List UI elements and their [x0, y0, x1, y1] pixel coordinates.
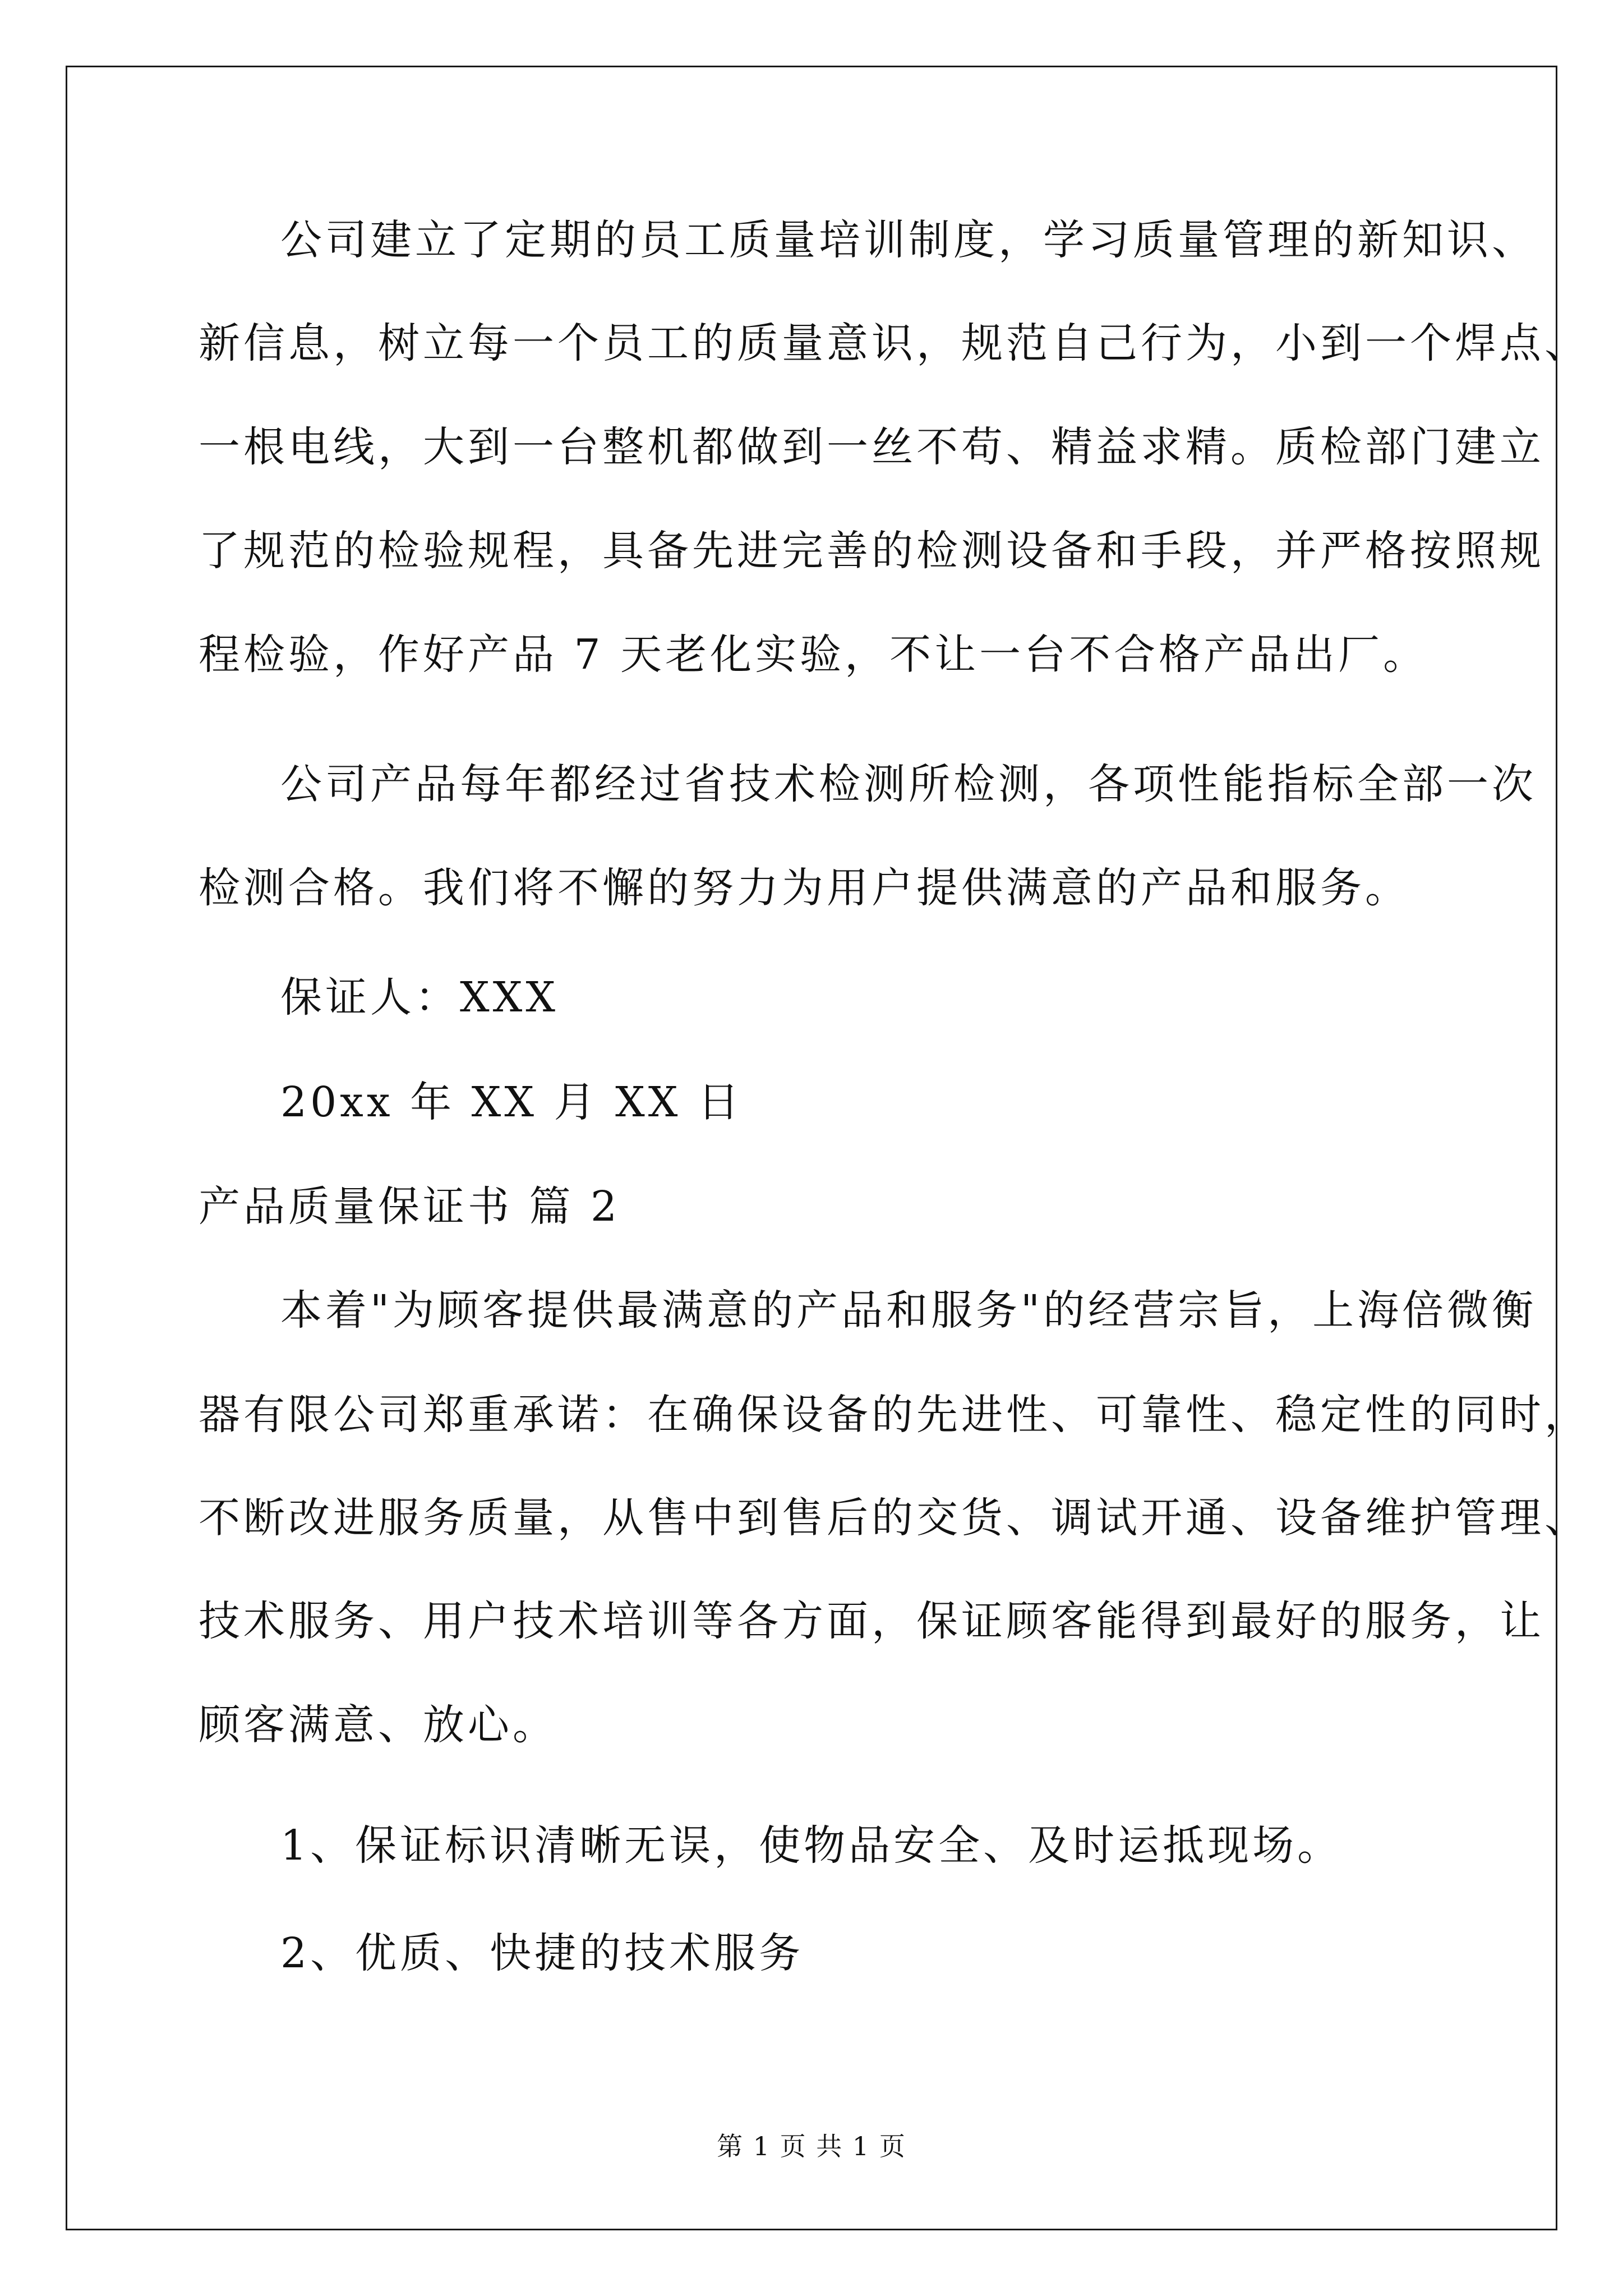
page-border — [66, 66, 1557, 2230]
section2-line-2: 器有限公司郑重承诺：在确保设备的先进性、可靠性、稳定性的同时， — [199, 1391, 1589, 1439]
paragraph-2-line-1: 公司产品每年都经过省技术检测所检测，各项性能指标全部一次 — [280, 760, 1537, 808]
paragraph-1-line-4: 了规范的检验规程，具备先进完善的检测设备和手段，并严格按照规 — [199, 527, 1544, 575]
paragraph-2-line-2: 检测合格。我们将不懈的努力为用户提供满意的产品和服务。 — [199, 864, 1410, 912]
paragraph-1-line-1: 公司建立了定期的员工质量培训制度，学习质量管理的新知识、 — [280, 216, 1537, 264]
guarantor-line: 保证人：XXX — [280, 973, 559, 1022]
paragraph-1-line-5: 程检验，作好产品 7 天老化实验，不让一台不合格产品出厂。 — [199, 631, 1428, 679]
section2-line-1: 本着"为顾客提供最满意的产品和服务"的经营宗旨，上海倍微衡 — [280, 1286, 1537, 1335]
paragraph-1-line-2: 新信息，树立每一个员工的质量意识，规范自己行为，小到一个焊点、 — [199, 319, 1589, 367]
section2-line-5: 顾客满意、放心。 — [199, 1701, 557, 1749]
paragraph-1-line-3: 一根电线，大到一台整机都做到一丝不苟、精益求精。质检部门建立 — [199, 423, 1544, 471]
page-footer: 第 1 页 共 1 页 — [717, 2131, 906, 2161]
date-line: 20xx 年 XX 月 XX 日 — [280, 1078, 743, 1126]
section2-line-4: 技术服务、用户技术培训等各方面，保证顾客能得到最好的服务，让 — [199, 1597, 1544, 1645]
section2-line-3: 不断改进服务质量，从售中到售后的交货、调试开通、设备维护管理、 — [199, 1494, 1589, 1542]
list-item-2: 2、优质、快捷的技术服务 — [280, 1929, 804, 1977]
section-title: 产品质量保证书 篇 2 — [199, 1182, 621, 1231]
list-item-1: 1、保证标识清晰无误，使物品安全、及时运抵现场。 — [280, 1821, 1343, 1870]
